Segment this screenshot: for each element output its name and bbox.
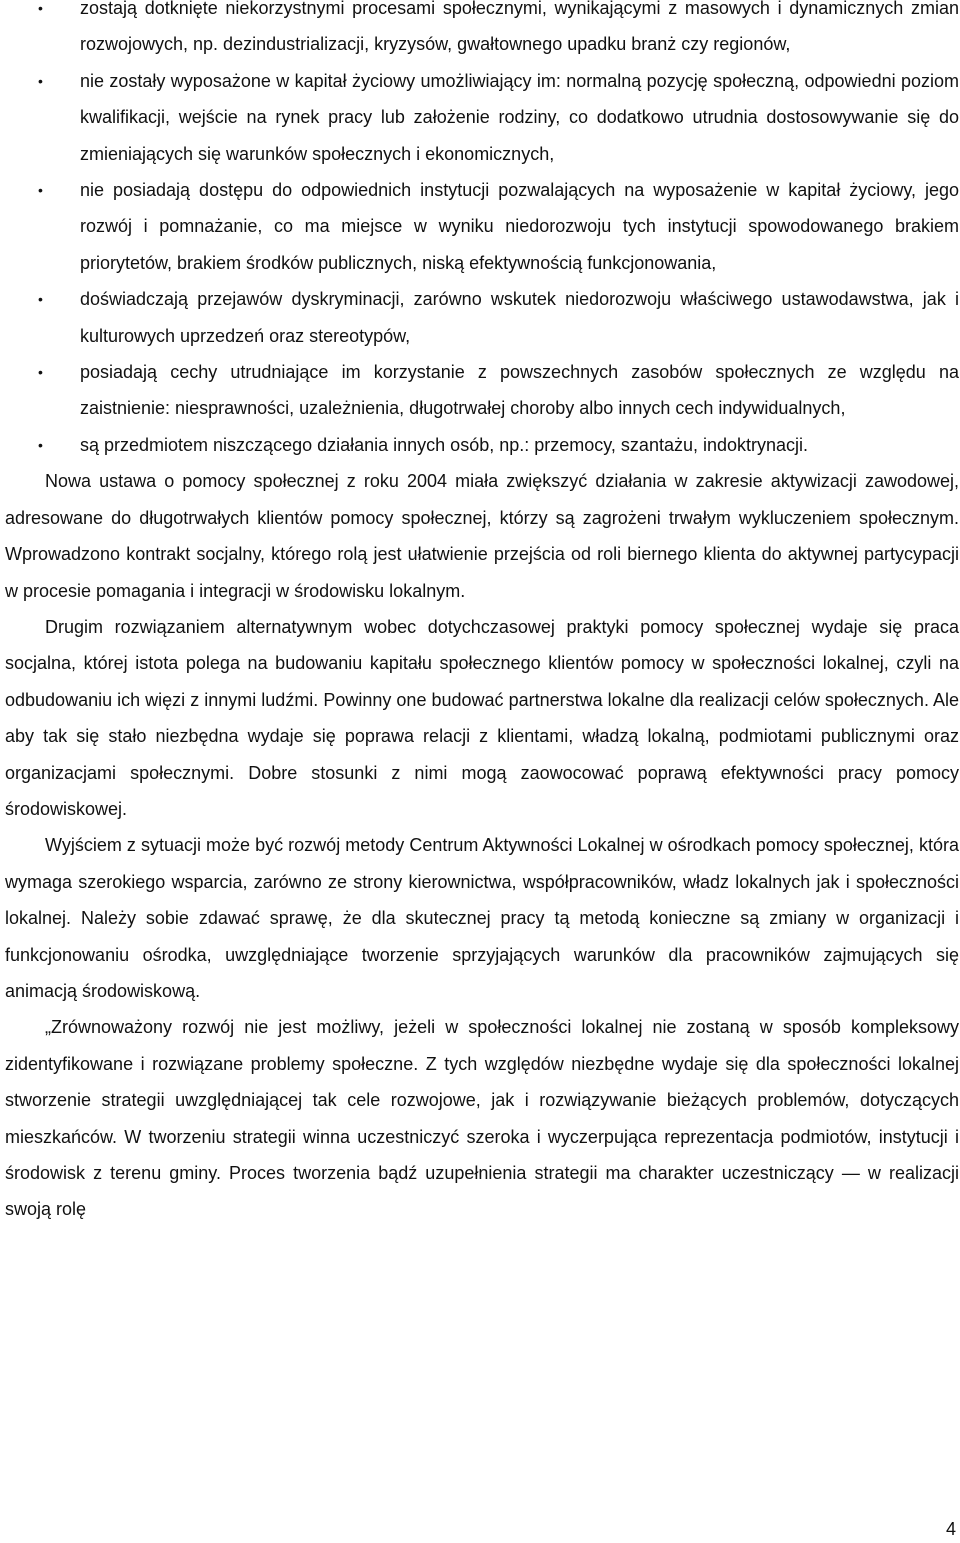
paragraph: Nowa ustawa o pomocy społecznej z roku 2004 miała zwiększyć działania w zakresie aktywizacji zawodowej, adresowane do długotrwałych klientów pomocy społecznej, którzy są zagrożeni trwałym wykluczeniem społecznym. Wprowadzono kontrakt socjalny, którego rolą jest ułatwienie przejścia od roli biernego klienta do aktywnej partycypacji w procesie pomagania i integracji w środowisku lokalnym. — [5, 471, 959, 601]
bullet-item — [5, 281, 959, 354]
bullet-list — [5, 0, 959, 463]
bullet-icon: • — [38, 0, 43, 16]
bullet-text: nie zostały wyposażone w kapitał życiowy umożliwiający im: normalną pozycję społeczną, odpowiedni poziom kwalifikacji, wejście na rynek pracy lub założenie rodziny, co dodatkowo utrudnia dostosowywanie się do zmieniających się warunków społecznych i ekonomicznych, — [80, 70, 959, 164]
document-body — [5, 0, 959, 1228]
bullet-item — [5, 427, 959, 463]
bullet-icon: • — [38, 436, 43, 453]
bullet-icon: • — [38, 182, 43, 199]
paragraph: Drugim rozwiązaniem alternatywnym wobec dotychczasowej praktyki pomocy społecznej wydaje się praca socjalna, której istota polega na budowaniu kapitału społecznego klientów pomocy w społeczności lokalnej, czyli na odbudowaniu ich więzi z innymi ludźmi. Powinny one budować partnerstwa lokalne dla realizacji celów społecznych. Ale aby tak się stało niezbędna wydaje się poprawa relacji z klientami, władzą lokalną, podmiotami publicznymi oraz organizacjami społecznymi. Dobre stosunki z nimi mogą zaowocować poprawą efektywności pracy pomocy środowiskowej. — [5, 616, 959, 819]
paragraph: Wyjściem z sytuacji może być rozwój metody Centrum Aktywności Lokalnej w ośrodkach pomocy społecznej, która wymaga szerokiego wsparcia, zarówno ze strony kierownictwa, współpracowników, władz lokalnych jak i społeczności lokalnej. Należy sobie zdawać sprawę, że dla skutecznej pracy tą metodą konieczne są zmiany w organizacji i funkcjonowaniu ośrodka, uwzględniające tworzenie sprzyjających warunków dla pracowników zajmujących się animacją środowiskową. — [5, 835, 959, 1001]
bullet-icon: • — [38, 291, 43, 308]
bullet-item — [5, 172, 959, 281]
bullet-text: doświadczają przejawów dyskryminacji, zarówno wskutek niedorozwoju właściwego ustawodawstwa, jak i kulturowych uprzedzeń oraz stereotypów, — [80, 289, 959, 346]
page-number: 4 — [945, 1519, 956, 1539]
bullet-item — [5, 63, 959, 172]
bullet-icon: • — [38, 364, 43, 381]
bullet-text: zostają dotknięte niekorzystnymi procesami społecznymi, wynikającymi z masowych i dynamicznych zmian rozwojowych, np. dezindustrializacji, kryzysów, gwałtownego upadku branż czy regionów, — [80, 0, 959, 55]
paragraph: „Zrównoważony rozwój nie jest możliwy, jeżeli w społeczności lokalnej nie zostaną w sposób kompleksowy zidentyfikowane i rozwiązane problemy społeczne. Z tych względów niezbędne wydaje się dla społeczności lokalnej stworzenie strategii uwzględniającej tak cele rozwojowe, jak i rozwiązywanie bieżących problemów, dotyczących mieszkańców. W tworzeniu strategii winna uczestniczyć szeroka i wyczerpująca reprezentacja podmiotów, instytucji i środowisk z terenu gminy. Proces tworzenia bądź uzupełnienia strategii ma charakter uczestniczący — w realizacji swoją rolę — [5, 1017, 959, 1220]
bullet-icon: • — [38, 72, 43, 89]
bullet-text: posiadają cechy utrudniające im korzystanie z powszechnych zasobów społecznych ze względu na zaistnienie: niesprawności, uzależnienia, długotrwałej choroby albo innych cech indywidualnych, — [80, 362, 959, 419]
bullet-item — [5, 354, 959, 427]
bullet-text: są przedmiotem niszczącego działania innych osób, np.: przemocy, szantażu, indoktrynacji. — [80, 434, 809, 455]
bullet-text: nie posiadają dostępu do odpowiednich instytucji pozwalających na wyposażenie w kapitał życiowy, jego rozwój i pomnażanie, co ma miejsce w wyniku niedorozwoju tych instytucji spowodowanego brakiem priorytetów, brakiem środków publicznych, niską efektywnością funkcjonowania, — [80, 180, 959, 273]
bullet-item — [5, 0, 959, 63]
